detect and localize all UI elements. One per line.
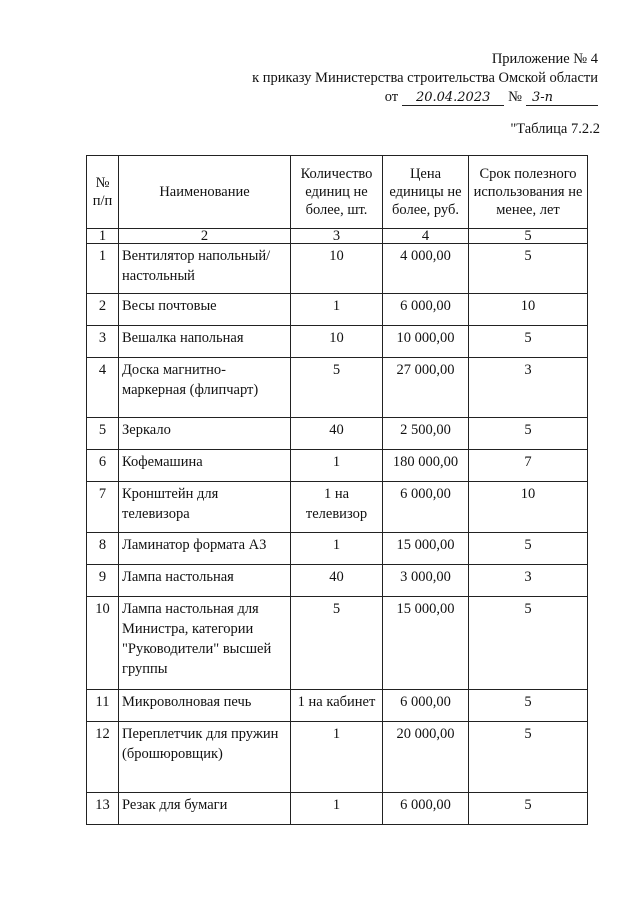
table-row bbox=[87, 793, 588, 825]
table-row bbox=[87, 418, 588, 450]
row-number: 7 bbox=[87, 482, 119, 533]
item-price: 15 000,00 bbox=[383, 533, 469, 565]
item-name: Микроволновая печь bbox=[119, 690, 291, 722]
order-date-line bbox=[252, 88, 598, 107]
row-number: 5 bbox=[87, 418, 119, 450]
index-cell: 5 bbox=[469, 229, 588, 244]
item-price: 3 000,00 bbox=[383, 565, 469, 597]
row-number: 10 bbox=[87, 597, 119, 690]
item-name: Резак для бумаги bbox=[119, 793, 291, 825]
order-reference: к приказу Министерства строительства Омской области bbox=[252, 70, 598, 86]
item-lifetime: 5 bbox=[469, 244, 588, 294]
table-row bbox=[87, 533, 588, 565]
item-quantity: 5 bbox=[291, 597, 383, 690]
item-price: 6 000,00 bbox=[383, 793, 469, 825]
row-number: 1 bbox=[87, 244, 119, 294]
item-lifetime: 5 bbox=[469, 597, 588, 690]
table-row bbox=[87, 358, 588, 418]
item-price: 6 000,00 bbox=[383, 294, 469, 326]
item-price: 20 000,00 bbox=[383, 722, 469, 793]
document-header bbox=[252, 50, 598, 107]
index-cell: 1 bbox=[87, 229, 119, 244]
item-quantity: 1 bbox=[291, 793, 383, 825]
item-quantity: 5 bbox=[291, 358, 383, 418]
item-price: 6 000,00 bbox=[383, 482, 469, 533]
equipment-table bbox=[86, 155, 588, 825]
item-lifetime: 5 bbox=[469, 418, 588, 450]
item-price: 180 000,00 bbox=[383, 450, 469, 482]
item-name: Кронштейн для телевизора bbox=[119, 482, 291, 533]
table-row bbox=[87, 450, 588, 482]
row-number: 6 bbox=[87, 450, 119, 482]
item-price: 10 000,00 bbox=[383, 326, 469, 358]
item-quantity: 1 bbox=[291, 722, 383, 793]
table-row bbox=[87, 565, 588, 597]
item-lifetime: 5 bbox=[469, 722, 588, 793]
table-header-row bbox=[87, 156, 588, 229]
header-name: Наименование bbox=[119, 156, 291, 229]
handwritten-date: 20.04.2023 bbox=[402, 91, 504, 106]
item-name: Кофемашина bbox=[119, 450, 291, 482]
item-price: 15 000,00 bbox=[383, 597, 469, 690]
item-quantity: 1 на кабинет bbox=[291, 690, 383, 722]
index-cell: 3 bbox=[291, 229, 383, 244]
handwritten-number: 3-п bbox=[526, 91, 598, 106]
item-lifetime: 10 bbox=[469, 482, 588, 533]
item-price: 2 500,00 bbox=[383, 418, 469, 450]
date-prefix: от bbox=[384, 89, 399, 105]
row-number: 11 bbox=[87, 690, 119, 722]
item-lifetime: 5 bbox=[469, 533, 588, 565]
row-number: 8 bbox=[87, 533, 119, 565]
table-row bbox=[87, 722, 588, 793]
item-quantity: 10 bbox=[291, 326, 383, 358]
index-cell: 4 bbox=[383, 229, 469, 244]
item-name: Лампа настольная для Министра, категории "Руководители" высшей группы bbox=[119, 597, 291, 690]
row-number: 4 bbox=[87, 358, 119, 418]
index-row bbox=[87, 229, 588, 244]
header-price: Цена единицы не более, руб. bbox=[383, 156, 469, 229]
table-row bbox=[87, 294, 588, 326]
table-label: "Таблица 7.2.2 bbox=[510, 121, 600, 137]
item-quantity: 1 на телевизор bbox=[291, 482, 383, 533]
item-lifetime: 5 bbox=[469, 690, 588, 722]
table-row bbox=[87, 597, 588, 690]
item-name: Ламинатор формата А3 bbox=[119, 533, 291, 565]
item-quantity: 40 bbox=[291, 418, 383, 450]
item-price: 27 000,00 bbox=[383, 358, 469, 418]
table-row bbox=[87, 326, 588, 358]
item-lifetime: 7 bbox=[469, 450, 588, 482]
header-lifetime: Срок полезного использования не менее, лет bbox=[469, 156, 588, 229]
index-cell: 2 bbox=[119, 229, 291, 244]
table-row bbox=[87, 244, 588, 294]
item-price: 4 000,00 bbox=[383, 244, 469, 294]
item-lifetime: 3 bbox=[469, 358, 588, 418]
item-name: Лампа настольная bbox=[119, 565, 291, 597]
row-number: 13 bbox=[87, 793, 119, 825]
item-name: Доска магнитно-маркерная (флипчарт) bbox=[119, 358, 291, 418]
row-number: 2 bbox=[87, 294, 119, 326]
item-lifetime: 5 bbox=[469, 793, 588, 825]
item-quantity: 1 bbox=[291, 294, 383, 326]
item-price: 6 000,00 bbox=[383, 690, 469, 722]
table-row bbox=[87, 690, 588, 722]
item-quantity: 40 bbox=[291, 565, 383, 597]
item-lifetime: 5 bbox=[469, 326, 588, 358]
row-number: 12 bbox=[87, 722, 119, 793]
item-name: Переплетчик для пружин (брошюровщик) bbox=[119, 722, 291, 793]
item-lifetime: 3 bbox=[469, 565, 588, 597]
item-quantity: 1 bbox=[291, 450, 383, 482]
item-name: Вентилятор напольный/настольный bbox=[119, 244, 291, 294]
header-quantity: Количество единиц не более, шт. bbox=[291, 156, 383, 229]
appendix-title: Приложение № 4 bbox=[491, 51, 598, 67]
item-name: Вешалка напольная bbox=[119, 326, 291, 358]
table-row bbox=[87, 482, 588, 533]
number-sign: № bbox=[508, 89, 522, 105]
item-quantity: 10 bbox=[291, 244, 383, 294]
row-number: 3 bbox=[87, 326, 119, 358]
item-name: Зеркало bbox=[119, 418, 291, 450]
item-name: Весы почтовые bbox=[119, 294, 291, 326]
header-number: № п/п bbox=[87, 156, 119, 229]
item-lifetime: 10 bbox=[469, 294, 588, 326]
row-number: 9 bbox=[87, 565, 119, 597]
item-quantity: 1 bbox=[291, 533, 383, 565]
